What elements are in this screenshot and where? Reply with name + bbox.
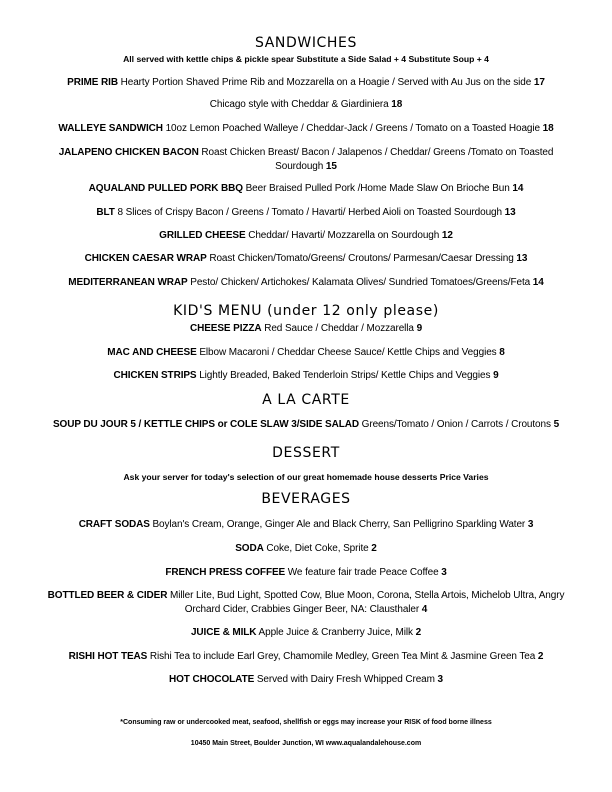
item-price: 14	[532, 277, 544, 288]
item-price: 14	[512, 183, 524, 194]
item-price: 9	[493, 370, 499, 381]
item-name: CHICKEN CAESAR WRAP	[84, 253, 207, 264]
item-desc: Hearty Portion Shaved Prime Rib and Mozzarella on a Hoagie / Served with Au Jus on the side	[117, 77, 534, 88]
item-name: SOUP DU JOUR 5 / KETTLE CHIPS or COLE SLAW 3/SIDE SALAD	[52, 419, 359, 430]
item-price: 3	[527, 519, 534, 530]
item-name: BLT	[96, 207, 115, 218]
menu-item-rishi-tea	[8, 650, 604, 664]
item-desc: Apple Juice & Cranberry Juice, Milk	[256, 627, 416, 638]
menu-item-prime-rib	[8, 76, 604, 90]
item-price: 18	[391, 99, 403, 110]
item-price: 3	[441, 567, 447, 578]
item-price: 17	[533, 77, 545, 88]
item-name: HOT CHOCOLATE	[168, 674, 255, 685]
item-name: JALAPENO CHICKEN BACON	[58, 147, 199, 158]
item-desc: We feature fair trade Peace Coffee	[285, 567, 442, 578]
item-desc: Rishi Tea to include Earl Grey, Chamomile Medley, Green Tea Mint & Jasmine Green Tea	[147, 651, 538, 662]
item-name: CHEESE PIZZA	[189, 323, 262, 334]
item-desc: Pesto/ Chicken/ Artichokes/ Kalamata Olives/ Sundried Tomatoes/Greens/Feta	[187, 277, 533, 288]
item-name: JUICE & MILK	[190, 627, 257, 638]
item-desc: Coke, Diet Coke, Sprite	[263, 543, 372, 554]
item-price: 8	[499, 347, 505, 358]
menu-item-pulled-pork	[8, 182, 604, 196]
menu-item-soup-chips-salad	[8, 418, 604, 432]
item-price: 5	[553, 419, 560, 430]
item-desc: Chicago style with Cheddar & Giardiniera	[209, 99, 392, 110]
item-desc: Boylan's Cream, Orange, Ginger Ale and Black Cherry, San Pelligrino Sparkling Water	[149, 519, 528, 530]
item-price: 2	[415, 627, 422, 638]
menu-item-soda	[8, 542, 604, 556]
item-name: FRENCH PRESS COFFEE	[165, 567, 286, 578]
item-price: 3	[437, 674, 444, 685]
menu-item-bottled-beer	[40, 589, 572, 617]
item-price: 13	[504, 207, 516, 218]
item-name: SODA	[235, 543, 264, 554]
item-name: CHICKEN STRIPS	[113, 370, 197, 381]
item-name: BOTTLED BEER & CIDER	[47, 590, 168, 601]
menu-item-walleye	[8, 122, 604, 136]
footer-disclaimer: *Consuming raw or undercooked meat, seafood, shellfish or eggs may increase your RISK of food borne illness	[120, 719, 492, 726]
item-desc: 8 Slices of Crispy Bacon / Greens / Tomato / Havarti/ Herbed Aioli on Toasted Sourdough	[114, 207, 505, 218]
item-name: MAC AND CHEESE	[107, 347, 197, 358]
alacarte-heading: A LA CARTE	[262, 392, 350, 408]
item-desc: Miller Lite, Bud Light, Spotted Cow, Blue Moon, Corona, Stella Artois, Michelob Ultra, Angry Orchard Cider, Crabbies Ginger Beer, NA: Clausthaler	[167, 590, 565, 615]
menu-item-juice-milk	[8, 626, 604, 640]
item-price: 15	[325, 161, 337, 172]
menu-item-blt	[8, 206, 604, 220]
menu-item-grilled-cheese	[8, 229, 604, 243]
menu-item-cheese-pizza	[8, 322, 604, 336]
menu-item-hot-chocolate	[8, 673, 604, 687]
item-name: AQUALAND PULLED PORK BBQ	[88, 183, 243, 194]
item-desc: Red Sauce / Cheddar / Mozzarella	[261, 323, 417, 334]
item-desc: Lightly Breaded, Baked Tenderloin Strips/ Kettle Chips and Veggies	[196, 370, 494, 381]
item-name: RISHI HOT TEAS	[68, 651, 148, 662]
item-desc: Elbow Macaroni / Cheddar Cheese Sauce/ Kettle Chips and Veggies	[196, 347, 500, 358]
menu-item-chicago	[8, 98, 604, 112]
item-price: 2	[537, 651, 544, 662]
item-price: 13	[516, 253, 528, 264]
beverages-heading: BEVERAGES	[261, 491, 351, 507]
item-price: 4	[421, 604, 428, 615]
item-name: PRIME RIB	[67, 77, 118, 88]
sandwiches-heading: SANDWICHES	[255, 35, 357, 51]
menu-item-jalapeno-chicken	[40, 146, 572, 174]
dessert-heading: DESSERT	[272, 445, 340, 461]
item-desc: Roast Chicken Breast/ Bacon / Jalapenos / Cheddar/ Greens /Tomato on Toasted Sourdough	[198, 147, 554, 172]
item-price: 18	[542, 123, 554, 134]
item-desc: Cheddar/ Havarti/ Mozzarella on Sourdough	[245, 230, 442, 241]
item-price: 9	[416, 323, 423, 334]
sandwiches-note: All served with kettle chips & pickle spear Substitute a Side Salad + 4 Substitute Soup + 4	[123, 54, 489, 64]
menu-item-caesar-wrap	[8, 252, 604, 266]
item-price: 2	[371, 543, 377, 554]
dessert-note: Ask your server for today's selection of our great homemade house desserts Price Varies	[123, 472, 489, 482]
menu-item-craft-sodas	[8, 518, 604, 532]
item-name: WALLEYE SANDWICH	[58, 123, 163, 134]
item-name: CRAFT SODAS	[78, 519, 150, 530]
menu-item-chicken-strips	[8, 369, 604, 383]
item-desc: Roast Chicken/Tomato/Greens/ Croutons/ Parmesan/Caesar Dressing	[206, 253, 517, 264]
kids-heading: KID'S MENU (under 12 only please)	[173, 303, 439, 319]
menu-item-mediterranean-wrap	[8, 276, 604, 290]
item-desc: 10oz Lemon Poached Walleye / Cheddar-Jack / Greens / Tomato on a Toasted Hoagie	[162, 123, 543, 134]
item-price: 12	[441, 230, 453, 241]
item-desc: Served with Dairy Fresh Whipped Cream	[254, 674, 438, 685]
menu-item-mac-and-cheese	[8, 346, 604, 360]
footer-address: 10450 Main Street, Boulder Junction, WI www.aqualandalehouse.com	[190, 740, 422, 747]
item-name: MEDITERRANEAN WRAP	[68, 277, 188, 288]
menu-item-french-press	[8, 566, 604, 580]
item-desc: Beer Braised Pulled Pork /Home Made Slaw On Brioche Bun	[242, 183, 513, 194]
item-name: GRILLED CHEESE	[159, 230, 246, 241]
item-desc: Greens/Tomato / Onion / Carrots / Croutons	[358, 419, 554, 430]
